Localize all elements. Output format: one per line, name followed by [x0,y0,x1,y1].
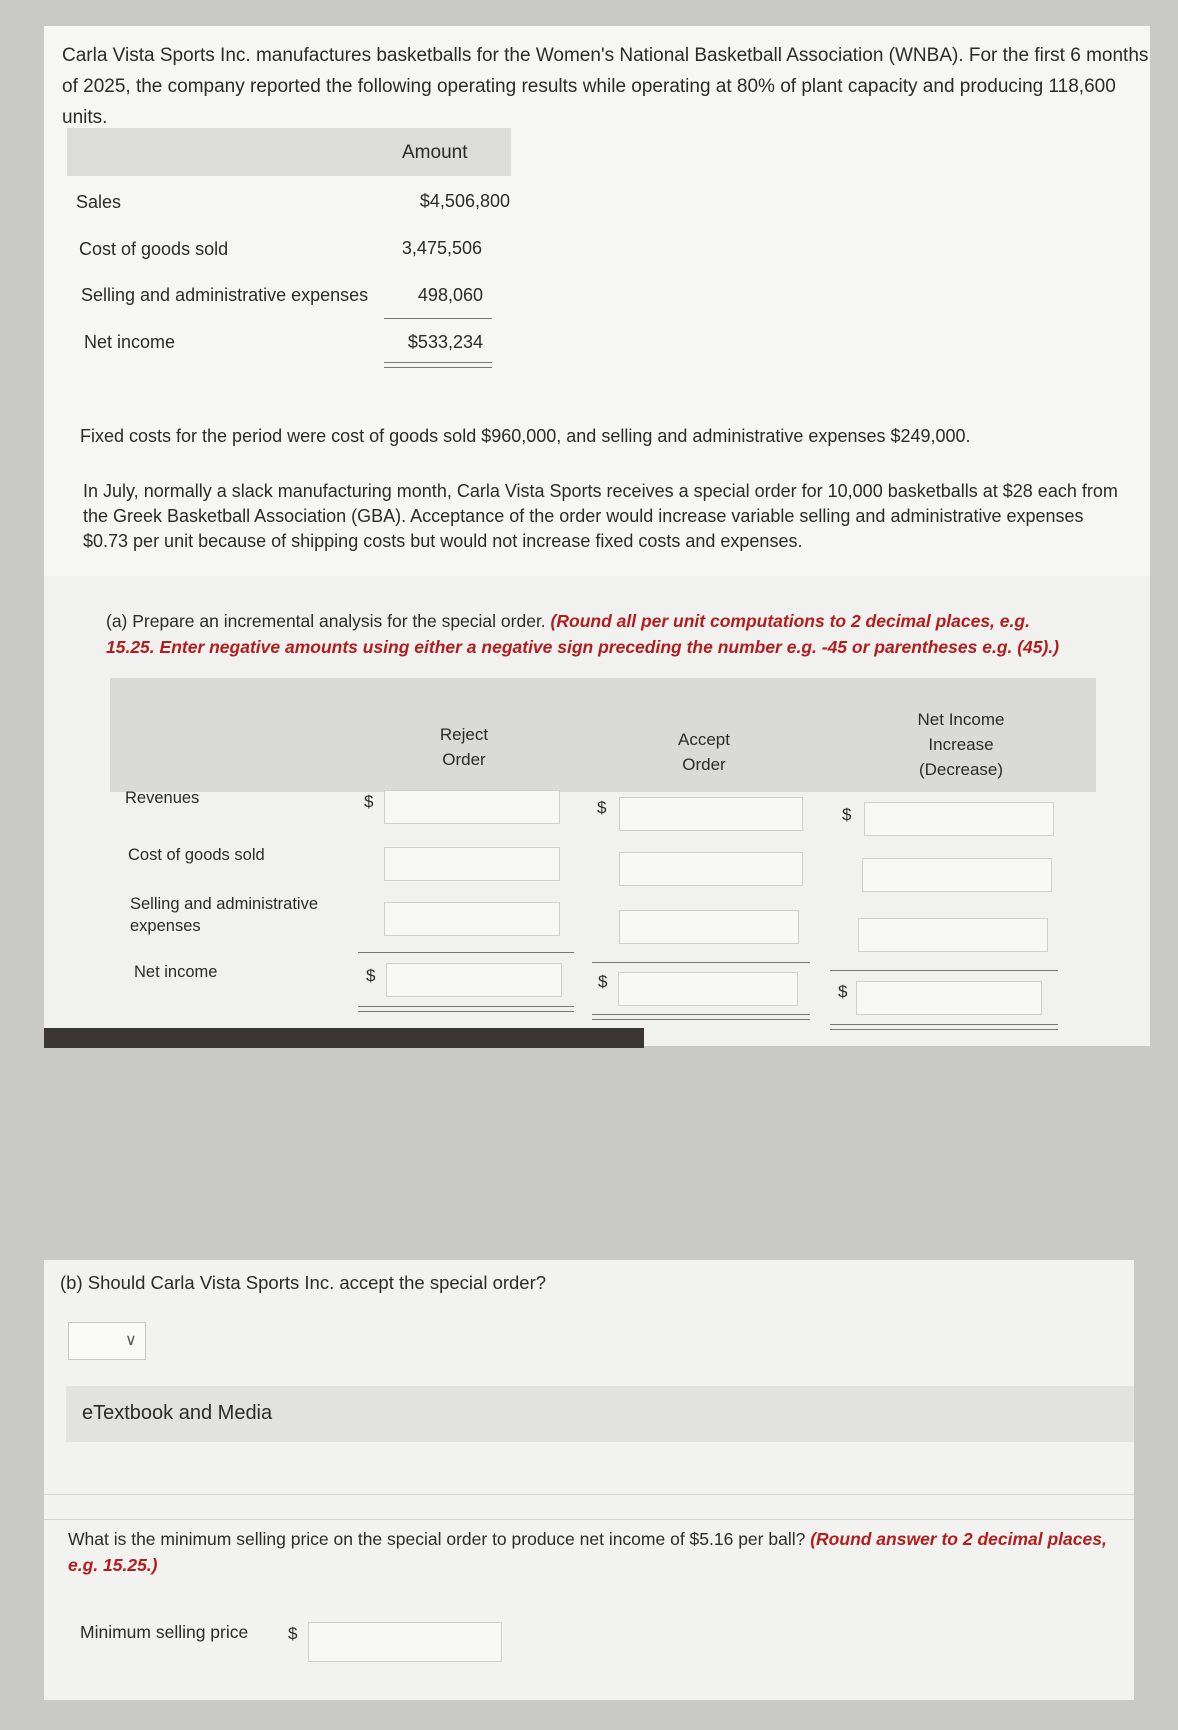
dollar-sign: $ [598,972,608,991]
net-income-value: $533,234 [407,332,483,352]
cogs-value: 3,475,506 [401,238,482,258]
subtotal-rule [592,962,810,963]
part-a-prompt: (a) Prepare an incremental analysis for the special order. [106,611,546,631]
total-double-rule [592,1014,810,1020]
net-income-reject-input[interactable] [386,963,562,997]
cogs-accept-input[interactable] [619,852,803,886]
cogs-net-input[interactable] [862,858,1052,892]
sae-label: Selling and administrative expenses [81,285,369,305]
photo-shadow [44,1028,644,1048]
part-a-instructions [106,608,1066,660]
amount-header: Amount [402,142,468,163]
sales-label: Sales [76,192,122,212]
minimum-price-question [68,1526,1128,1578]
sae-row-label: Selling and administrative expenses [130,895,319,935]
reject-order-header: Reject Order [439,725,489,769]
sales-value: $4,506,800 [419,191,510,211]
revenues-accept-input[interactable] [619,797,803,831]
fixed-costs-text: Fixed costs for the period were cost of goods sold $960,000, and selling and administrative expenses $249,000. [80,426,971,446]
chevron-down-icon: ∨ [125,1332,137,1349]
net-income-row-label: Net income [134,963,218,981]
minimum-price-rounding-note: (Round answer to 2 decimal places, e.g. 15.25.) [68,1529,1107,1575]
special-order-text: In July, normally a slack manufacturing month, Carla Vista Sports receives a special order for 10,000 basketballs at $28 each from the Greek Basketball Association (GBA). Acceptance of the order would increase variable selling and administrative expenses $0.73 per unit because of shipping costs but would not increase fixed costs and expenses. [83,481,1118,551]
accept-order-header: Accept Order [678,730,730,774]
revenues-label: Revenues [125,789,200,807]
net-income-accept-input[interactable] [618,972,798,1006]
results-header [67,128,511,176]
subtotal-rule [384,318,492,319]
section-divider [44,1494,1134,1520]
sae-reject-input[interactable] [384,902,560,936]
total-double-rule [384,362,492,368]
dollar-sign: $ [366,966,376,985]
revenues-net-input[interactable] [864,802,1054,836]
dollar-sign: $ [364,792,374,811]
etextbook-bar[interactable] [66,1386,1134,1442]
part-b-question: (b) Should Carla Vista Sports Inc. accept the special order? [60,1272,547,1293]
net-income-change-header: Net Income Increase (Decrease) [917,710,1005,779]
net-income-net-input[interactable] [856,981,1042,1015]
dollar-sign: $ [288,1624,298,1643]
cogs-row-label: Cost of goods sold [128,846,265,864]
cogs-label: Cost of goods sold [79,239,229,259]
cogs-reject-input[interactable] [384,847,560,881]
minimum-price-label: Minimum selling price [80,1622,249,1642]
dollar-sign: $ [842,805,852,824]
sae-value: 498,060 [417,285,483,305]
minimum-price-input[interactable] [308,1622,502,1662]
accept-decision-select[interactable] [68,1322,146,1360]
subtotal-rule [830,970,1058,971]
total-double-rule [830,1024,1058,1030]
dollar-sign: $ [838,982,848,1001]
dollar-sign: $ [597,798,607,817]
part-a-rounding-note: (Round all per unit computations to 2 decimal places, e.g. 15.25. Enter negative amounts using either a negative sign preceding the number e.g. -45 or parentheses e.g. (45).) [106,611,1060,657]
sae-accept-input[interactable] [619,910,799,944]
net-income-label: Net income [84,332,176,352]
sae-net-input[interactable] [858,918,1048,952]
etextbook-link[interactable]: eTextbook and Media [82,1402,273,1424]
minimum-price-prompt: What is the minimum selling price on the special order to produce net income of $5.16 per ball? [68,1529,806,1549]
problem-intro: Carla Vista Sports Inc. manufactures basketballs for the Women's National Basketball Association (WNBA). For the first 6 months of 2025, the company reported the following operating results while operating at 80% of plant capacity and producing 118,600 units. [62,45,1149,128]
revenues-reject-input[interactable] [384,790,560,824]
subtotal-rule [358,952,574,953]
total-double-rule [358,1006,574,1012]
